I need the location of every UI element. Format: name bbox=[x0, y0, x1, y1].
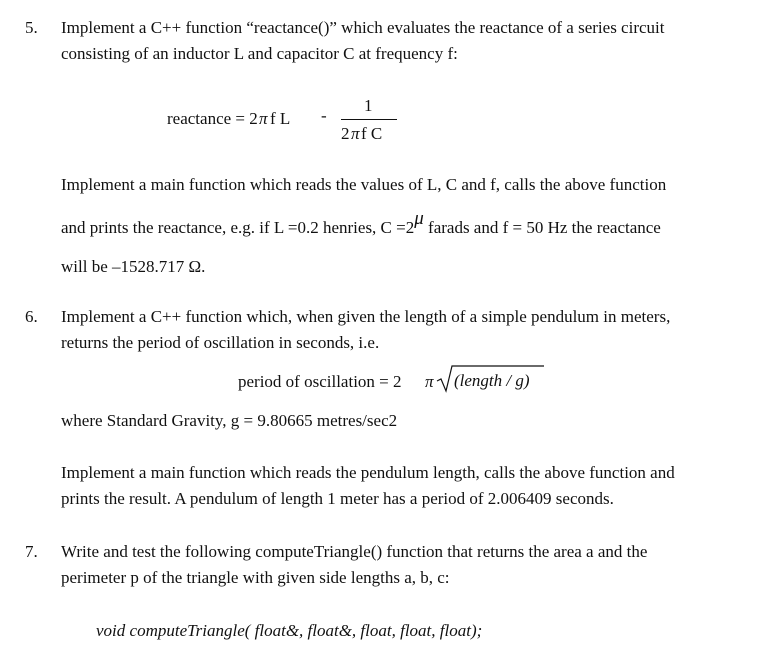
question-5-line-1: Implement a C++ function “reactance()” which evaluates the reactance of a series circuit bbox=[61, 18, 665, 37]
reactance-fl: f L bbox=[270, 109, 291, 128]
pi-symbol: π bbox=[259, 109, 268, 128]
question-6-number: 6. bbox=[25, 307, 38, 326]
question-7-line-1: Write and test the following computeTriangle() function that returns the area a and the bbox=[61, 542, 648, 561]
question-6-para2-line-2: prints the result. A pendulum of length 1 meter has a period of 2.006409 seconds. bbox=[61, 489, 614, 508]
fraction-numerator: 1 bbox=[364, 96, 373, 115]
question-5-para2-line-1: Implement a main function which reads the values of L, C and f, calls the above function bbox=[61, 175, 667, 194]
period-lhs: period of oscillation = 2 bbox=[238, 372, 402, 391]
question-7-line-2: perimeter p of the triangle with given side lengths a, b, c: bbox=[61, 568, 450, 587]
question-5-number: 5. bbox=[25, 18, 38, 37]
question-6-line-1: Implement a C++ function which, when given the length of a simple pendulum in meters, bbox=[61, 307, 671, 326]
mu-symbol: μ bbox=[414, 208, 424, 229]
question-5-para2-line-3: will be –1528.717 Ω. bbox=[61, 257, 206, 276]
radicand: (length / g) bbox=[454, 371, 530, 390]
reactance-lhs: reactance = 2 bbox=[167, 109, 258, 128]
function-signature: void computeTriangle( float&, float&, float, float, float); bbox=[96, 621, 483, 640]
para2-line-2-start: and prints the reactance, e.g. if L =0.2 henries, C =2 bbox=[61, 218, 415, 237]
question-6-para2-line-1: Implement a main function which reads the pendulum length, calls the above function and bbox=[61, 463, 675, 482]
question-5-para2-line-2 bbox=[61, 208, 661, 239]
para2-line-2-end: farads and f = 50 Hz the reactance bbox=[423, 218, 661, 237]
denominator-pi: π bbox=[351, 124, 360, 143]
denominator-rest: f C bbox=[361, 124, 383, 143]
question-7-number: 7. bbox=[25, 542, 38, 561]
denominator-two: 2 bbox=[341, 124, 350, 143]
gravity-definition: where Standard Gravity, g = 9.80665 metres/sec2 bbox=[61, 411, 398, 430]
pi-symbol: π bbox=[425, 372, 434, 391]
question-5-line-2: consisting of an inductor L and capacitor C at frequency f: bbox=[61, 44, 458, 63]
fraction-bar bbox=[341, 119, 397, 120]
minus-sign: - bbox=[321, 106, 327, 125]
question-6-line-2: returns the period of oscillation in seconds, i.e. bbox=[61, 333, 380, 352]
